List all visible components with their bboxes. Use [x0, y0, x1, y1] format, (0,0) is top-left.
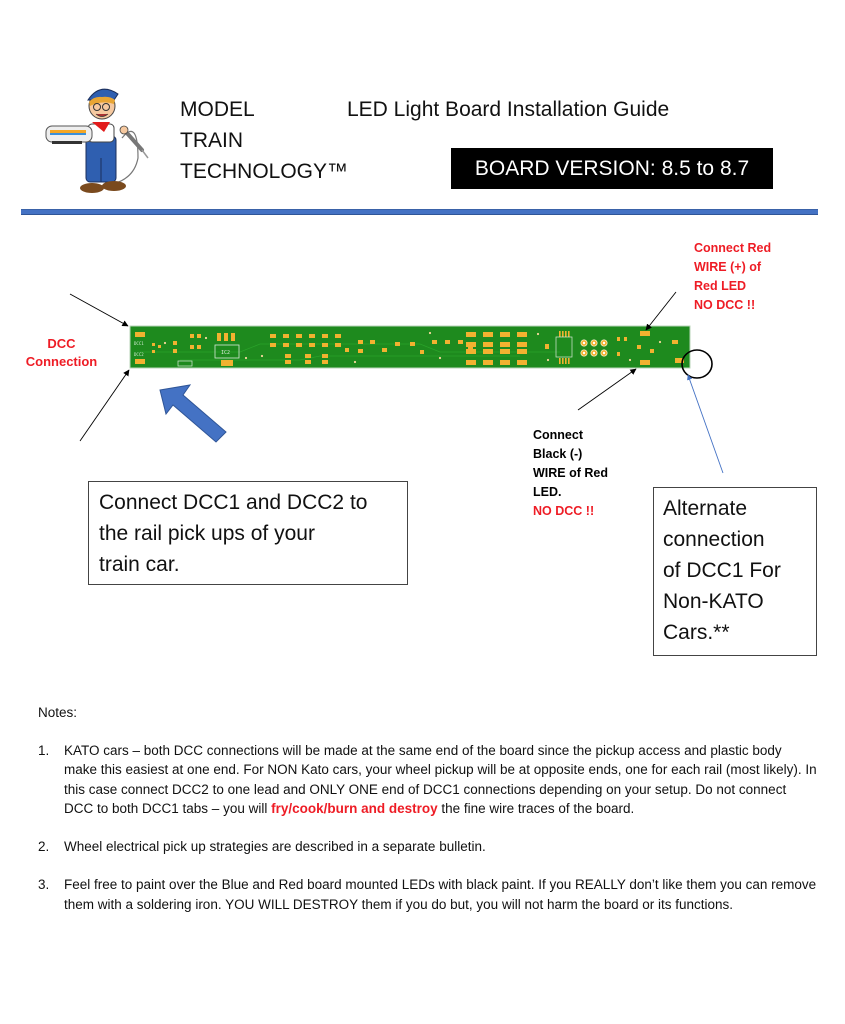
note-text-part: KATO cars – both DCC connections will be made at the same end of the board since the pickup access and plastic body make this easiest at one end. For NON Kato cars, your wheel pickup will be at opposite ends, one for each rail (most likely). In this case connect DCC2 to one lead and ONLY ONE end of DCC1 connections depending on your setup. Do not connect DCC to both DCC1 tabs – you will: [64, 743, 817, 816]
notes-heading: Notes:: [38, 705, 78, 720]
note-item: [38, 837, 818, 856]
arrow-to-red-wire-pad: [646, 292, 676, 330]
note-warning-highlight: fry/cook/burn and destroy: [271, 800, 438, 816]
callout-line: train car.: [99, 553, 180, 576]
label-line: LED.: [533, 485, 562, 499]
note-number: 3.: [38, 877, 50, 893]
dcc-connection-label: [14, 335, 109, 371]
label-line: Connect: [533, 428, 583, 442]
note-item: [38, 875, 818, 914]
note-text: Feel free to paint over the Blue and Red board mounted LEDs with black paint. If you REALLY don’t like them you can remove them with a soldering iron. YOU WILL DESTROY them if you do but, you will not harm the board or its functions.: [64, 877, 817, 912]
callout-line: Cars.**: [663, 621, 730, 644]
arrow-to-black-wire-pad: [578, 369, 636, 410]
notes-list: [38, 741, 818, 933]
page-title: LED Light Board Installation Guide: [347, 98, 670, 121]
svg-text:DCC1: DCC1: [134, 341, 144, 346]
note-text-part: the fine wire traces of the board.: [437, 800, 635, 816]
callout-line: connection: [663, 528, 765, 551]
label-line: WIRE (+) of: [694, 260, 762, 274]
callout-line: the rail pick ups of your: [99, 522, 315, 545]
label-line: Red LED: [694, 279, 747, 293]
note-number: 1.: [38, 743, 50, 758]
black-wire-label: [533, 426, 608, 521]
callout-alternate-connection: [653, 487, 817, 656]
callout-main-connection: [88, 481, 408, 585]
callout-line: Non-KATO: [663, 590, 764, 613]
label-line: Connection: [25, 354, 98, 369]
board-version-badge: BOARD VERSION: 8.5 to 8.7: [451, 148, 773, 189]
no-dcc-warning: NO DCC !!: [533, 504, 595, 518]
arrow-to-alternate-dcc1: [688, 375, 723, 473]
callout-line: Connect DCC1 and DCC2 to: [99, 491, 368, 514]
note-number: 2.: [38, 839, 50, 855]
label-line: Black (-): [533, 447, 583, 461]
pcb-board: [130, 326, 690, 368]
note-text: [64, 741, 818, 818]
callout-line: of DCC1 For: [663, 559, 781, 582]
label-line: Connect Red: [694, 241, 772, 255]
callout-line: Alternate: [663, 497, 748, 520]
label-line: DCC: [47, 336, 76, 351]
label-line: WIRE of Red: [533, 466, 608, 480]
svg-text:IC2: IC2: [221, 350, 231, 356]
note-text: Wheel electrical pick up strategies are described in a separate bulletin.: [64, 839, 486, 855]
big-blue-arrow-icon: [160, 385, 226, 442]
label-line: NO DCC !!: [694, 298, 756, 312]
arrow-to-dcc1: [70, 294, 128, 326]
brand-line: TECHNOLOGY™: [180, 160, 349, 183]
arrow-to-dcc2: [80, 370, 129, 441]
note-item: [38, 741, 818, 818]
svg-text:DCC2: DCC2: [134, 352, 144, 357]
brand-line: MODEL: [180, 98, 255, 121]
brand-line: TRAIN: [180, 129, 243, 152]
red-wire-label: [694, 239, 771, 315]
